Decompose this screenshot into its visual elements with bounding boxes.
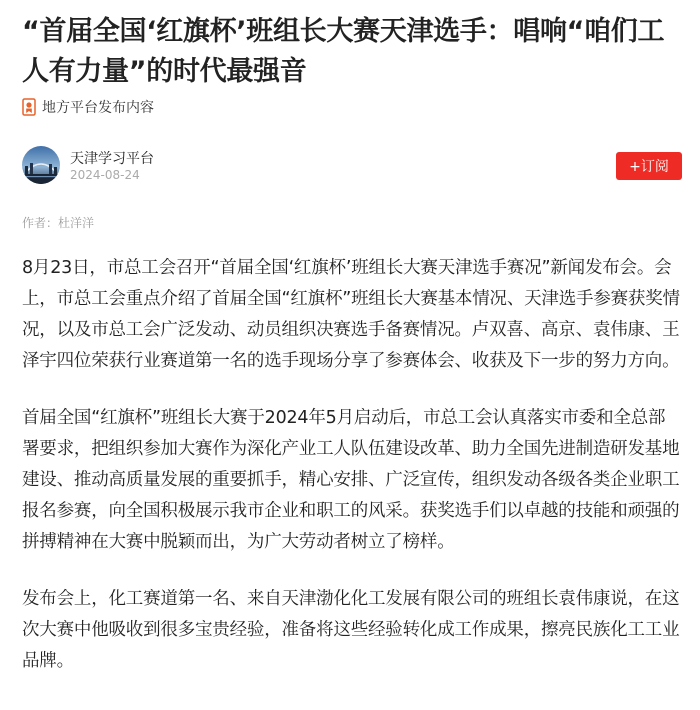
- bookmark-badge-icon: [22, 98, 36, 116]
- paragraph: 8月23日，市总工会召开“首届全国‘红旗杯’班组长大赛天津选手赛况”新闻发布会。会上，市总工会重点介绍了首届全国“红旗杯”班组长大赛基本情况、天津选手参赛获奖情况，以及市总工会广泛发动、动员组织决赛选手备赛情况。卢双喜、高京、袁伟康、王泽宇四位荣获行业赛道第一名的选手现场分享了参赛体会、收获及下一步的努力方向。: [22, 258, 680, 371]
- source-badge: [22, 96, 154, 118]
- article-body: [22, 253, 682, 703]
- subscribe-button[interactable]: +订阅: [616, 152, 682, 180]
- paragraph: 发布会上，化工赛道第一名、来自天津渤化化工发展有限公司的班组长袁伟康说，在这次大赛中他吸收到很多宝贵经验，准备将这些经验转化成工作成果，擦亮民族化工工业品牌。: [22, 589, 680, 671]
- author-name[interactable]: 天津学习平台: [70, 151, 154, 167]
- avatar[interactable]: [22, 146, 60, 184]
- city-skyline-avatar-icon: [22, 146, 60, 184]
- byline: 作者：杜洋洋: [22, 216, 95, 230]
- source-badge-label: 地方平台发布内容: [42, 100, 154, 116]
- author-row: [22, 146, 682, 188]
- publish-date: 2024-08-24: [70, 168, 140, 182]
- article-title: “首届全国‘红旗杯’班组长大赛天津选手：唱响“咱们工人有力量”的时代最强音: [22, 16, 665, 87]
- paragraph: 首届全国“红旗杯”班组长大赛于2024年5月启动后，市总工会认真落实市委和全总部署要求，把组织参加大赛作为深化产业工人队伍建设改革、助力全国先进制造研发基地建设、推动高质量发展的重要抓手，精心安排、广泛宣传，组织发动各级各类企业职工报名参赛，向全国积极展示我市企业和职工的风采。获奖选手们以卓越的技能和顽强的拼搏精神在大赛中脱颖而出，为广大劳动者树立了榜样。: [22, 408, 680, 552]
